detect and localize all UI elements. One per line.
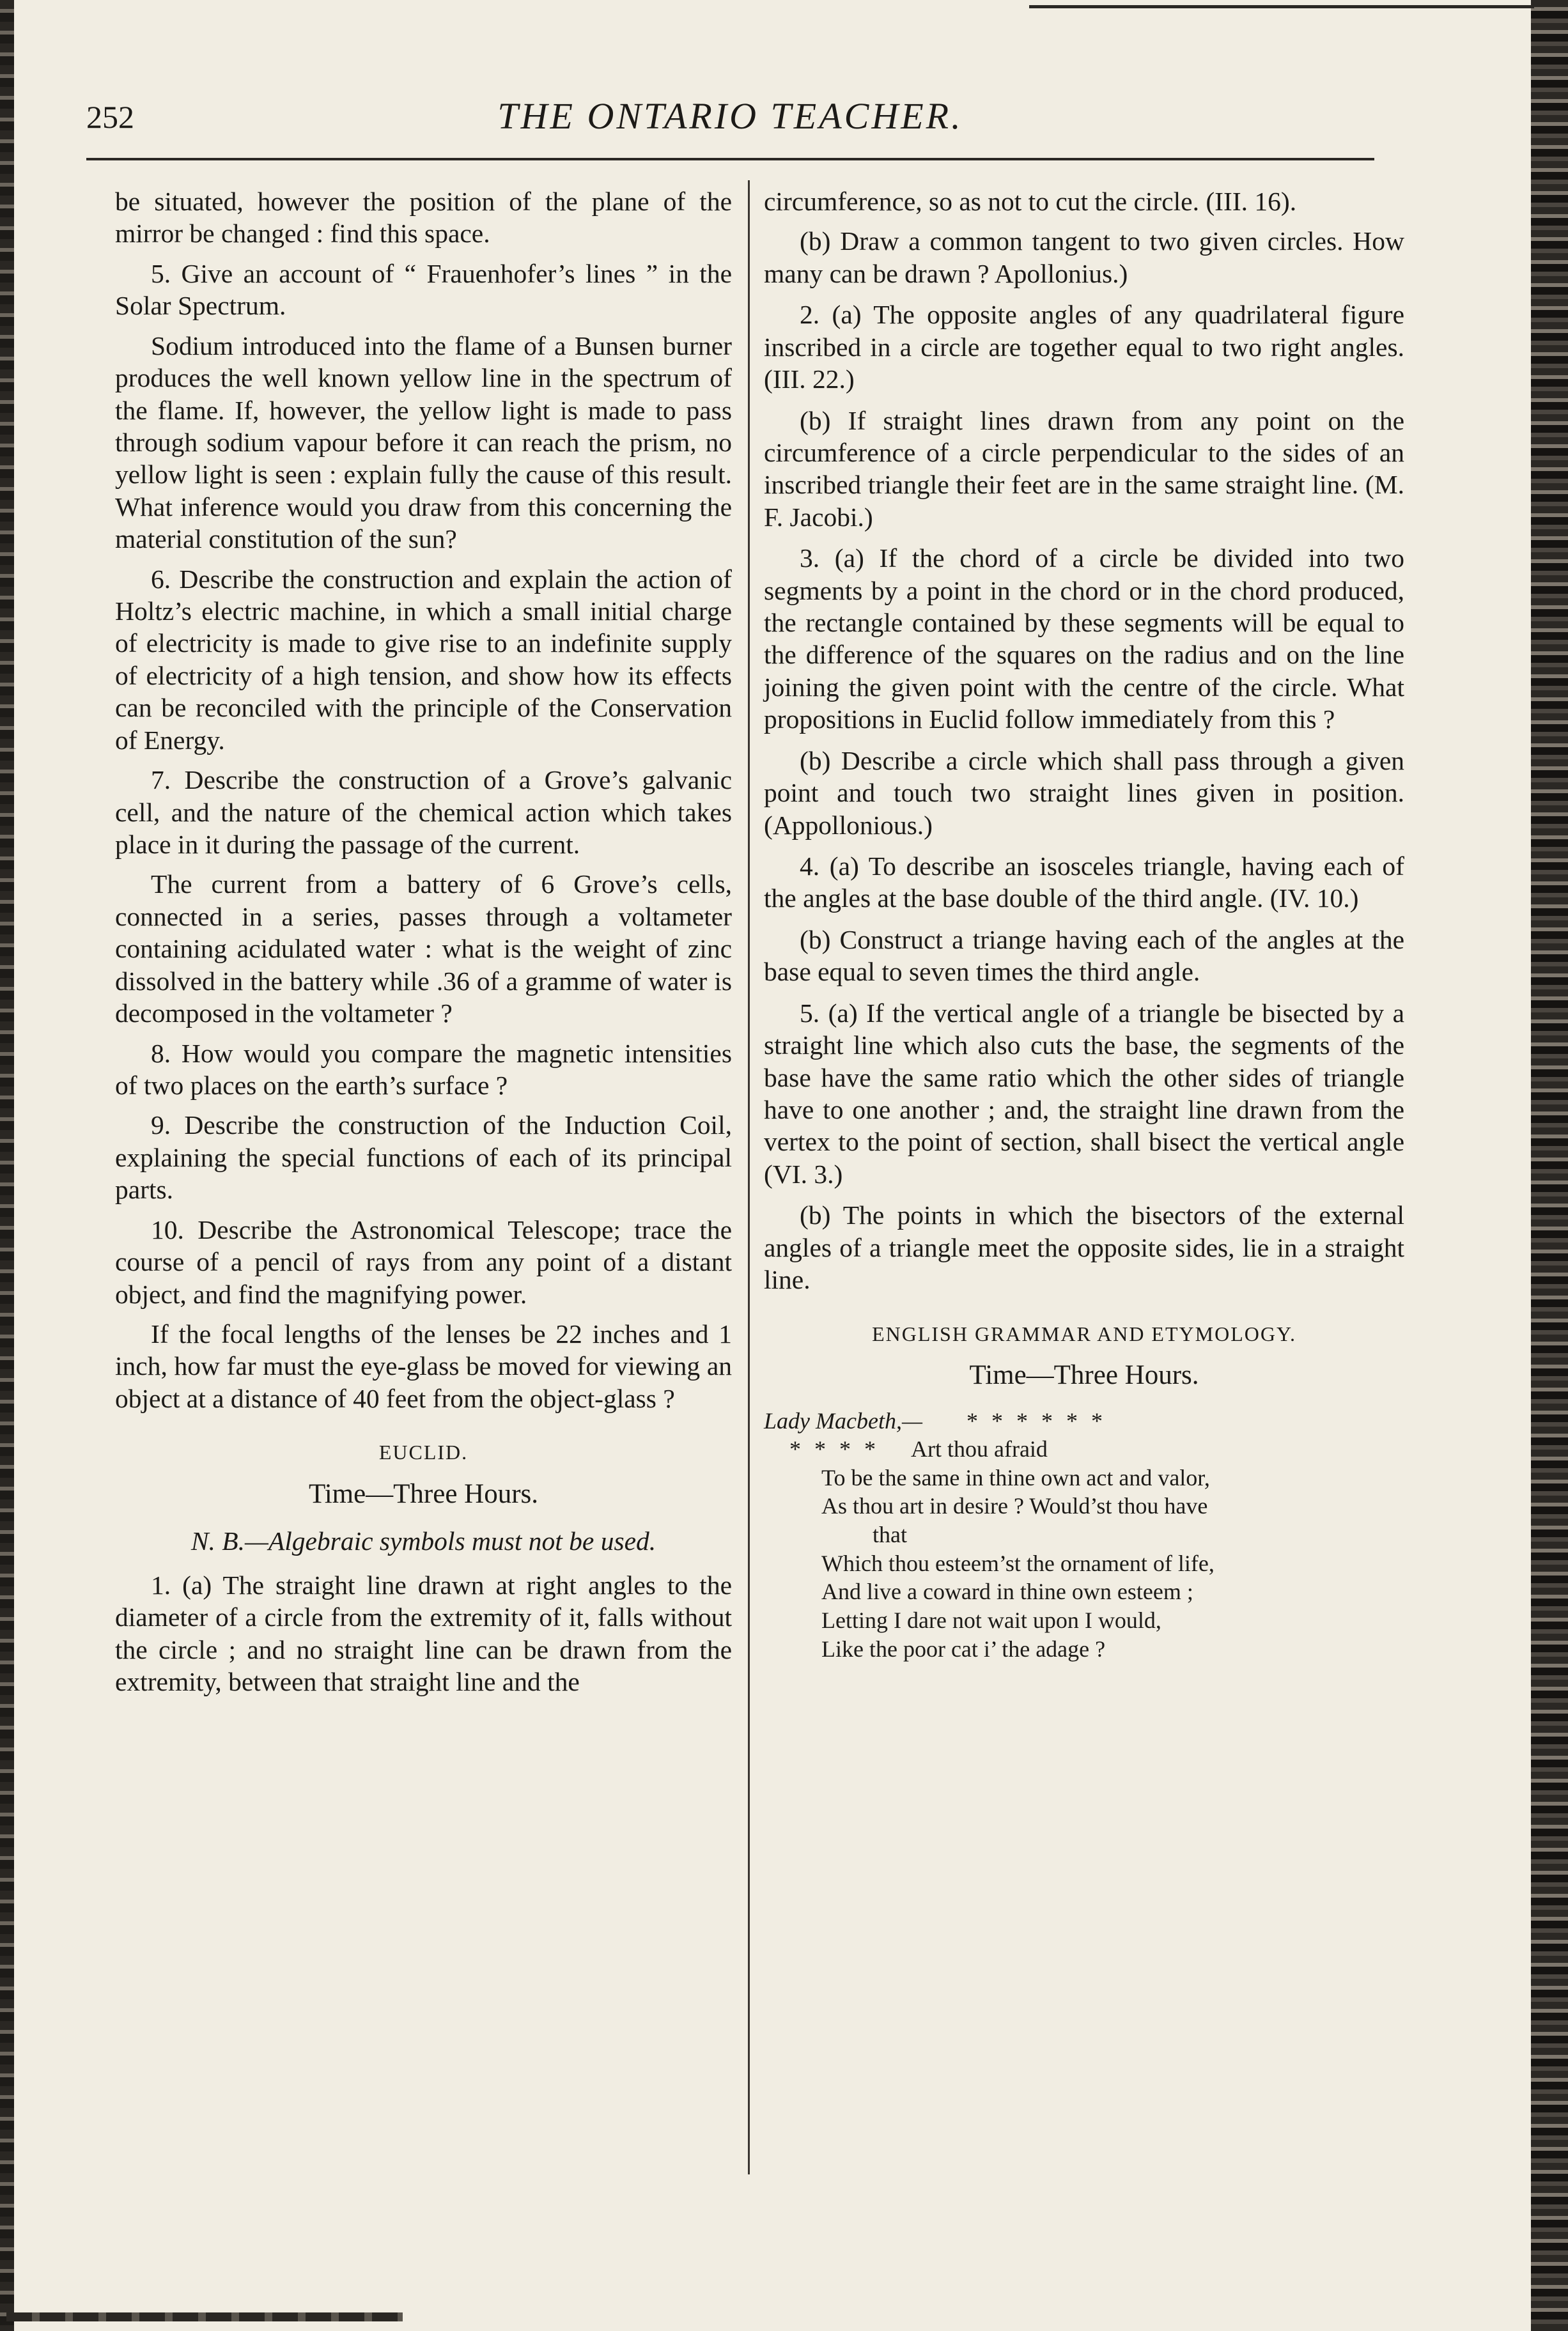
question-paragraph: 9. Describe the construction of the Induction Coil, explaining the special functions of each of its principal parts.: [115, 1110, 732, 1205]
question-paragraph: (b) Describe a circle which shall pass through a given point and touch two straight lines given in position. (Appollonious.): [764, 745, 1404, 840]
scan-bottom-mark: [6, 2312, 403, 2321]
left-column: [115, 185, 732, 1705]
column-divider: [748, 180, 750, 2174]
verse-quotation: [764, 1407, 1404, 1664]
verse-speaker-line: [764, 1407, 1404, 1436]
scan-top-mark: [1029, 5, 1534, 8]
paragraph: circumference, so as not to cut the circle. (III. 16).: [764, 187, 1297, 216]
scan-edge-right: [1531, 0, 1568, 2331]
question-paragraph: 2. (a) The opposite angles of any quadrilateral figure inscribed in a circle are together equal to two right angles. (III. 22.): [764, 300, 1404, 394]
ellipsis-stars: * * * * * *: [966, 1407, 1106, 1434]
question-paragraph: (b) Construct a triange having each of the angles at the base equal to seven times the third angle.: [764, 924, 1404, 987]
right-column: [764, 185, 1404, 1663]
section-heading-euclid: EUCLID.: [378, 1441, 469, 1464]
question-paragraph: 8. How would you compare the magnetic intensities of two places on the earth’s surface ?: [115, 1038, 732, 1100]
verse-line-text: Art thou afraid: [911, 1436, 1048, 1462]
scan-edge-left: [0, 0, 14, 2331]
verse-line: Which thou esteem’st the ornament of life,: [821, 1550, 1215, 1576]
page-header: [86, 91, 1374, 142]
paragraph: be situated, however the position of the plane of the mirror be changed : find this space.: [115, 187, 732, 249]
section-heading-grammar: ENGLISH GRAMMAR AND ETYMOLOGY.: [872, 1322, 1296, 1345]
verse-line: As thou art in desire ? Would’st thou have: [821, 1493, 1208, 1519]
verse-line: And live a coward in thine own esteem ;: [821, 1579, 1193, 1605]
paragraph: Sodium introduced into the flame of a Bunsen burner produces the well known yellow line in the spectrum of the flame. If, however, the yellow light is made to pass through sodium vapour before it can reach the prism, no yellow light is seen : explain fully the cause of this result. What inference would you draw from this concerning the material constitution of the sun?: [115, 330, 732, 554]
paragraph: The current from a battery of 6 Grove’s cells, connected in a series, passes through a voltameter containing acidulated water : what is the weight of zinc dissolved in the battery while .36 of a gramme of water is decomposed in the voltameter ?: [115, 869, 732, 1028]
verse-line: that: [873, 1522, 907, 1548]
page-number: 252: [86, 99, 134, 135]
verse-speaker: Lady Macbeth,—: [764, 1407, 922, 1434]
time-allowed: Time—Three Hours.: [969, 1360, 1199, 1391]
question-paragraph: (b) The points in which the bisectors of the external angles of a triangle meet the opposite sides, lie in a straight line.: [764, 1200, 1404, 1295]
verse-line: Like the poor cat i’ the adage ?: [821, 1636, 1106, 1662]
paragraph: If the focal lengths of the lenses be 22 inches and 1 inch, how far must the eye-glass be moved for viewing an object at a distance of 40 feet from the object-glass ?: [115, 1319, 732, 1413]
verse-line: [764, 1435, 1404, 1464]
question-paragraph: 4. (a) To describe an isosceles triangle, having each of the angles at the base double of the third angle. (IV. 10.): [764, 851, 1404, 913]
time-allowed: Time—Three Hours.: [308, 1479, 539, 1510]
question-paragraph: (b) Draw a common tangent to two given circles. How many can be drawn ? Apollonius.): [764, 226, 1404, 288]
question-paragraph: 1. (a) The straight line drawn at right angles to the diameter of a circle from the extremity of it, falls without the circle ; and no straight line can be drawn from the extremity, between that straight line and the: [115, 1570, 732, 1696]
running-head: THE ONTARIO TEACHER.: [497, 95, 963, 137]
verse-line: To be the same in thine own act and valor,: [821, 1464, 1210, 1491]
ellipsis-stars: * * * *: [789, 1436, 880, 1462]
question-paragraph: (b) If straight lines drawn from any point on the circumference of a circle perpendicular to the sides of an inscribed triangle their feet are in the same straight line. (M. F. Jacobi.): [764, 405, 1404, 532]
question-paragraph: 5. Give an account of “ Frauenhofer’s lines ” in the Solar Spectrum.: [115, 258, 732, 321]
question-paragraph: 3. (a) If the chord of a circle be divided into two segments by a point in the chord or in the chord produced, the rectangle contained by these segments will be equal to the difference of the squares on the radius and on the line joining the given point with the centre of the circle. What propositions in Euclid follow immediately from this ?: [764, 543, 1404, 734]
question-paragraph: 5. (a) If the vertical angle of a triangle be bisected by a straight line which also cuts the base, the segments of the base have the same ratio which the other sides of triangle have to one another ; and, the straight line drawn from the vertex to the point of section, shall bisect the vertical angle (VI. 3.): [764, 998, 1404, 1189]
question-paragraph: 10. Describe the Astronomical Telescope; trace the course of a pencil of rays from any point of a distant object, and find the magnifying power.: [115, 1214, 732, 1309]
question-paragraph: 7. Describe the construction of a Grove’s galvanic cell, and the nature of the chemical action which takes place in it during the passage of the current.: [115, 765, 732, 860]
verse-line: Letting I dare not wait upon I would,: [821, 1607, 1161, 1633]
instruction-note: N. B.—Algebraic symbols must not be used.: [190, 1526, 656, 1556]
question-paragraph: 6. Describe the construction and explain the action of Holtz’s electric machine, in which a small initial charge of electricity is made to give rise to an indefinite supply of electricity of a high tension, and show how its effects can be reconciled with the principle of the Conservation of Energy.: [115, 564, 732, 755]
header-rule: [86, 158, 1374, 160]
